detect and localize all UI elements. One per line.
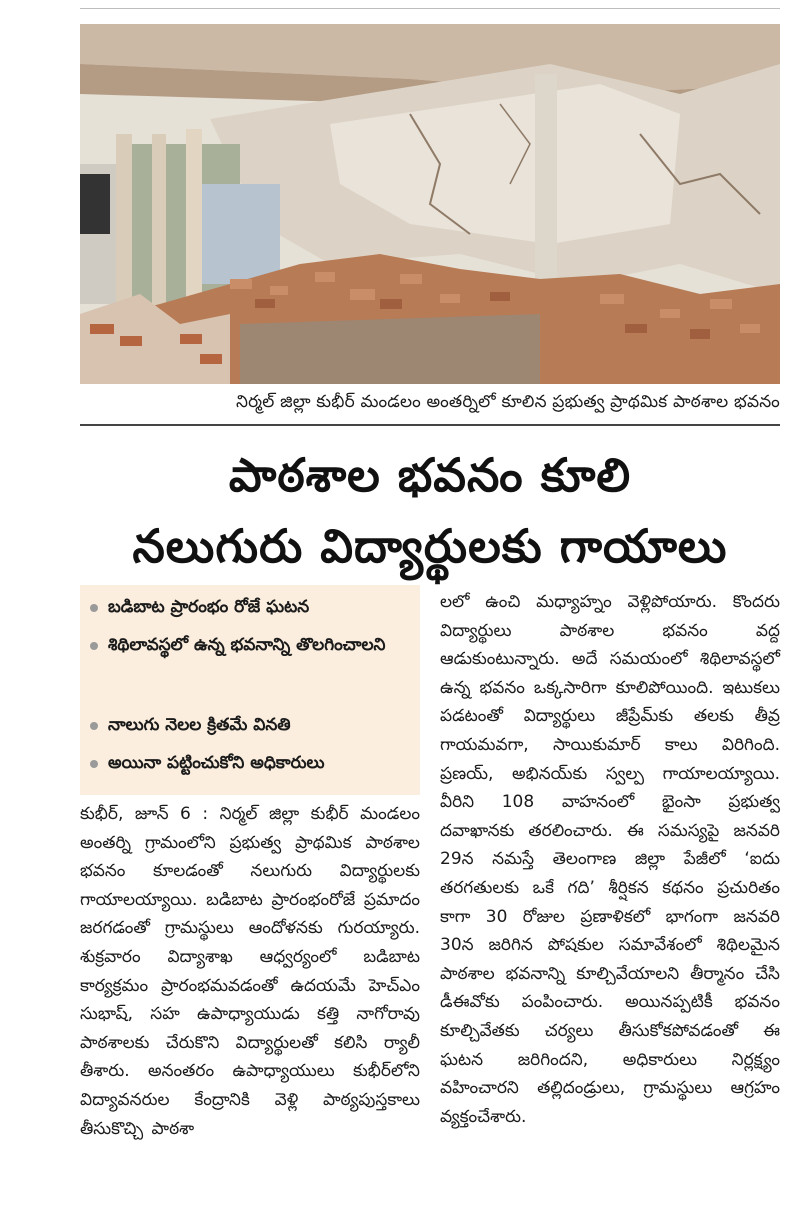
highlight-text: అయినా పట్టించుకోని అధికారులు <box>108 753 325 773</box>
bullet-icon <box>90 642 98 650</box>
bullet-icon <box>90 604 98 612</box>
caption-divider <box>80 424 780 426</box>
article-column-left: కుభీర్, జూన్ 6 : నిర్మల్ జిల్లా కుభీర్ మండలం అంతర్ని గ్రామంలోని ప్రభుత్వ ప్రాథమిక పాఠశాల భవనం కూలడంతో నలుగురు విద్యార్థులకు గాయాలయ్యాయి. బడిబాట ప్రారంభంరోజే ప్రమాదం జరగడంతో గ్రామస్థులు ఆందోళనకు గురయ్యారు. శుక్రవారం విద్యాశాఖ ఆధ్వర్యంలో బడిబాట కార్యక్రమం ప్రారంభమవడంతో ఉదయమే హెచ్‌ఎం సుభాష్, సహ ఉపాధ్యాయుడు కత్తి నాగోరావు పాఠశాలకు చేరుకొని విద్యార్థులతో కలిసి ర్యాలీ తీశారు. అనంతరం ఉపాధ్యాయులు కుభీర్‌లోని విద్యావనరుల కేంద్రానికి వెళ్లి పాఠ్యపుస్తకాలు తీసుకొచ్చి పాఠశా <box>80 804 420 1139</box>
highlight-text: శిథిలావస్థలో ఉన్న భవనాన్ని తొలగించాలని <box>108 635 386 655</box>
bullet-icon <box>90 722 98 730</box>
photo-caption: నిర్మల్ జిల్లా కుభీర్ మండలం అంతర్నిలో కూలిన ప్రభుత్వ ప్రాథమిక పాఠశాల భవనం <box>236 392 780 412</box>
photo-illustration <box>80 24 780 384</box>
bullet-icon <box>90 760 98 768</box>
collapsed-school-building-photo <box>80 24 780 384</box>
headline-line-2: నలుగురు విద్యార్థులకు గాయాలు <box>132 519 728 573</box>
headline-line-1: పాఠశాల భవనం కూలి <box>228 448 632 502</box>
highlight-text: బడిబాట ప్రారంభం రోజే ఘటన <box>108 597 310 617</box>
highlights-box <box>80 585 420 795</box>
highlight-text: నాలుగు నెలల క్రితమే వినతి <box>108 715 291 735</box>
top-rule <box>80 8 780 9</box>
article-column-right: లలో ఉంచి మధ్యాహ్నం వెళ్లిపోయారు. కొందరు విద్యార్థులు పాఠశాల భవనం వద్ద ఆడుకుంటున్నారు. అదే సమయంలో శిథిలావస్థలో ఉన్న భవనం ఒక్కసారిగా కూలిపోయింది. ఇటుకలు పడటంతో విద్యార్థులు జీప్రేమ్‌కు తలకు తీవ్ర గాయమవగా, సాయికుమార్ కాలు విరిగింది. ప్రణయ్, అభినయ్‌కు స్వల్ప గాయాలయ్యాయి. వీరిని 108 వాహనంలో భైంసా ప్రభుత్వ దవాఖానకు తరలించారు. ఈ సమస్యపై జనవరి 29న నమస్తే తెలంగాణ జిల్లా పేజీలో ‘ఐదు తరగతులకు ఒకే గది’ శీర్షికన కథనం ప్రచురితం కాగా 30 రోజుల ప్రణాళికలో భాగంగా జనవరి 30న జరిగిన పోషకుల సమావేశంలో శిథిలమైన పాఠశాల భవనాన్ని కూల్చివేయాలని తీర్మానం చేసి డీఈవోకు పంపించారు. అయినప్పటికీ భవనం కూల్చివేతకు చర్యలు తీసుకోకపోవడంతో ఈ ఘటన జరిగిందని, అధికారులు నిర్లక్ష్యం వహించారని తల్లిదండ్రులు, గ్రామస్థులు ఆగ్రహం వ్యక్తంచేశారు. <box>440 592 780 1127</box>
